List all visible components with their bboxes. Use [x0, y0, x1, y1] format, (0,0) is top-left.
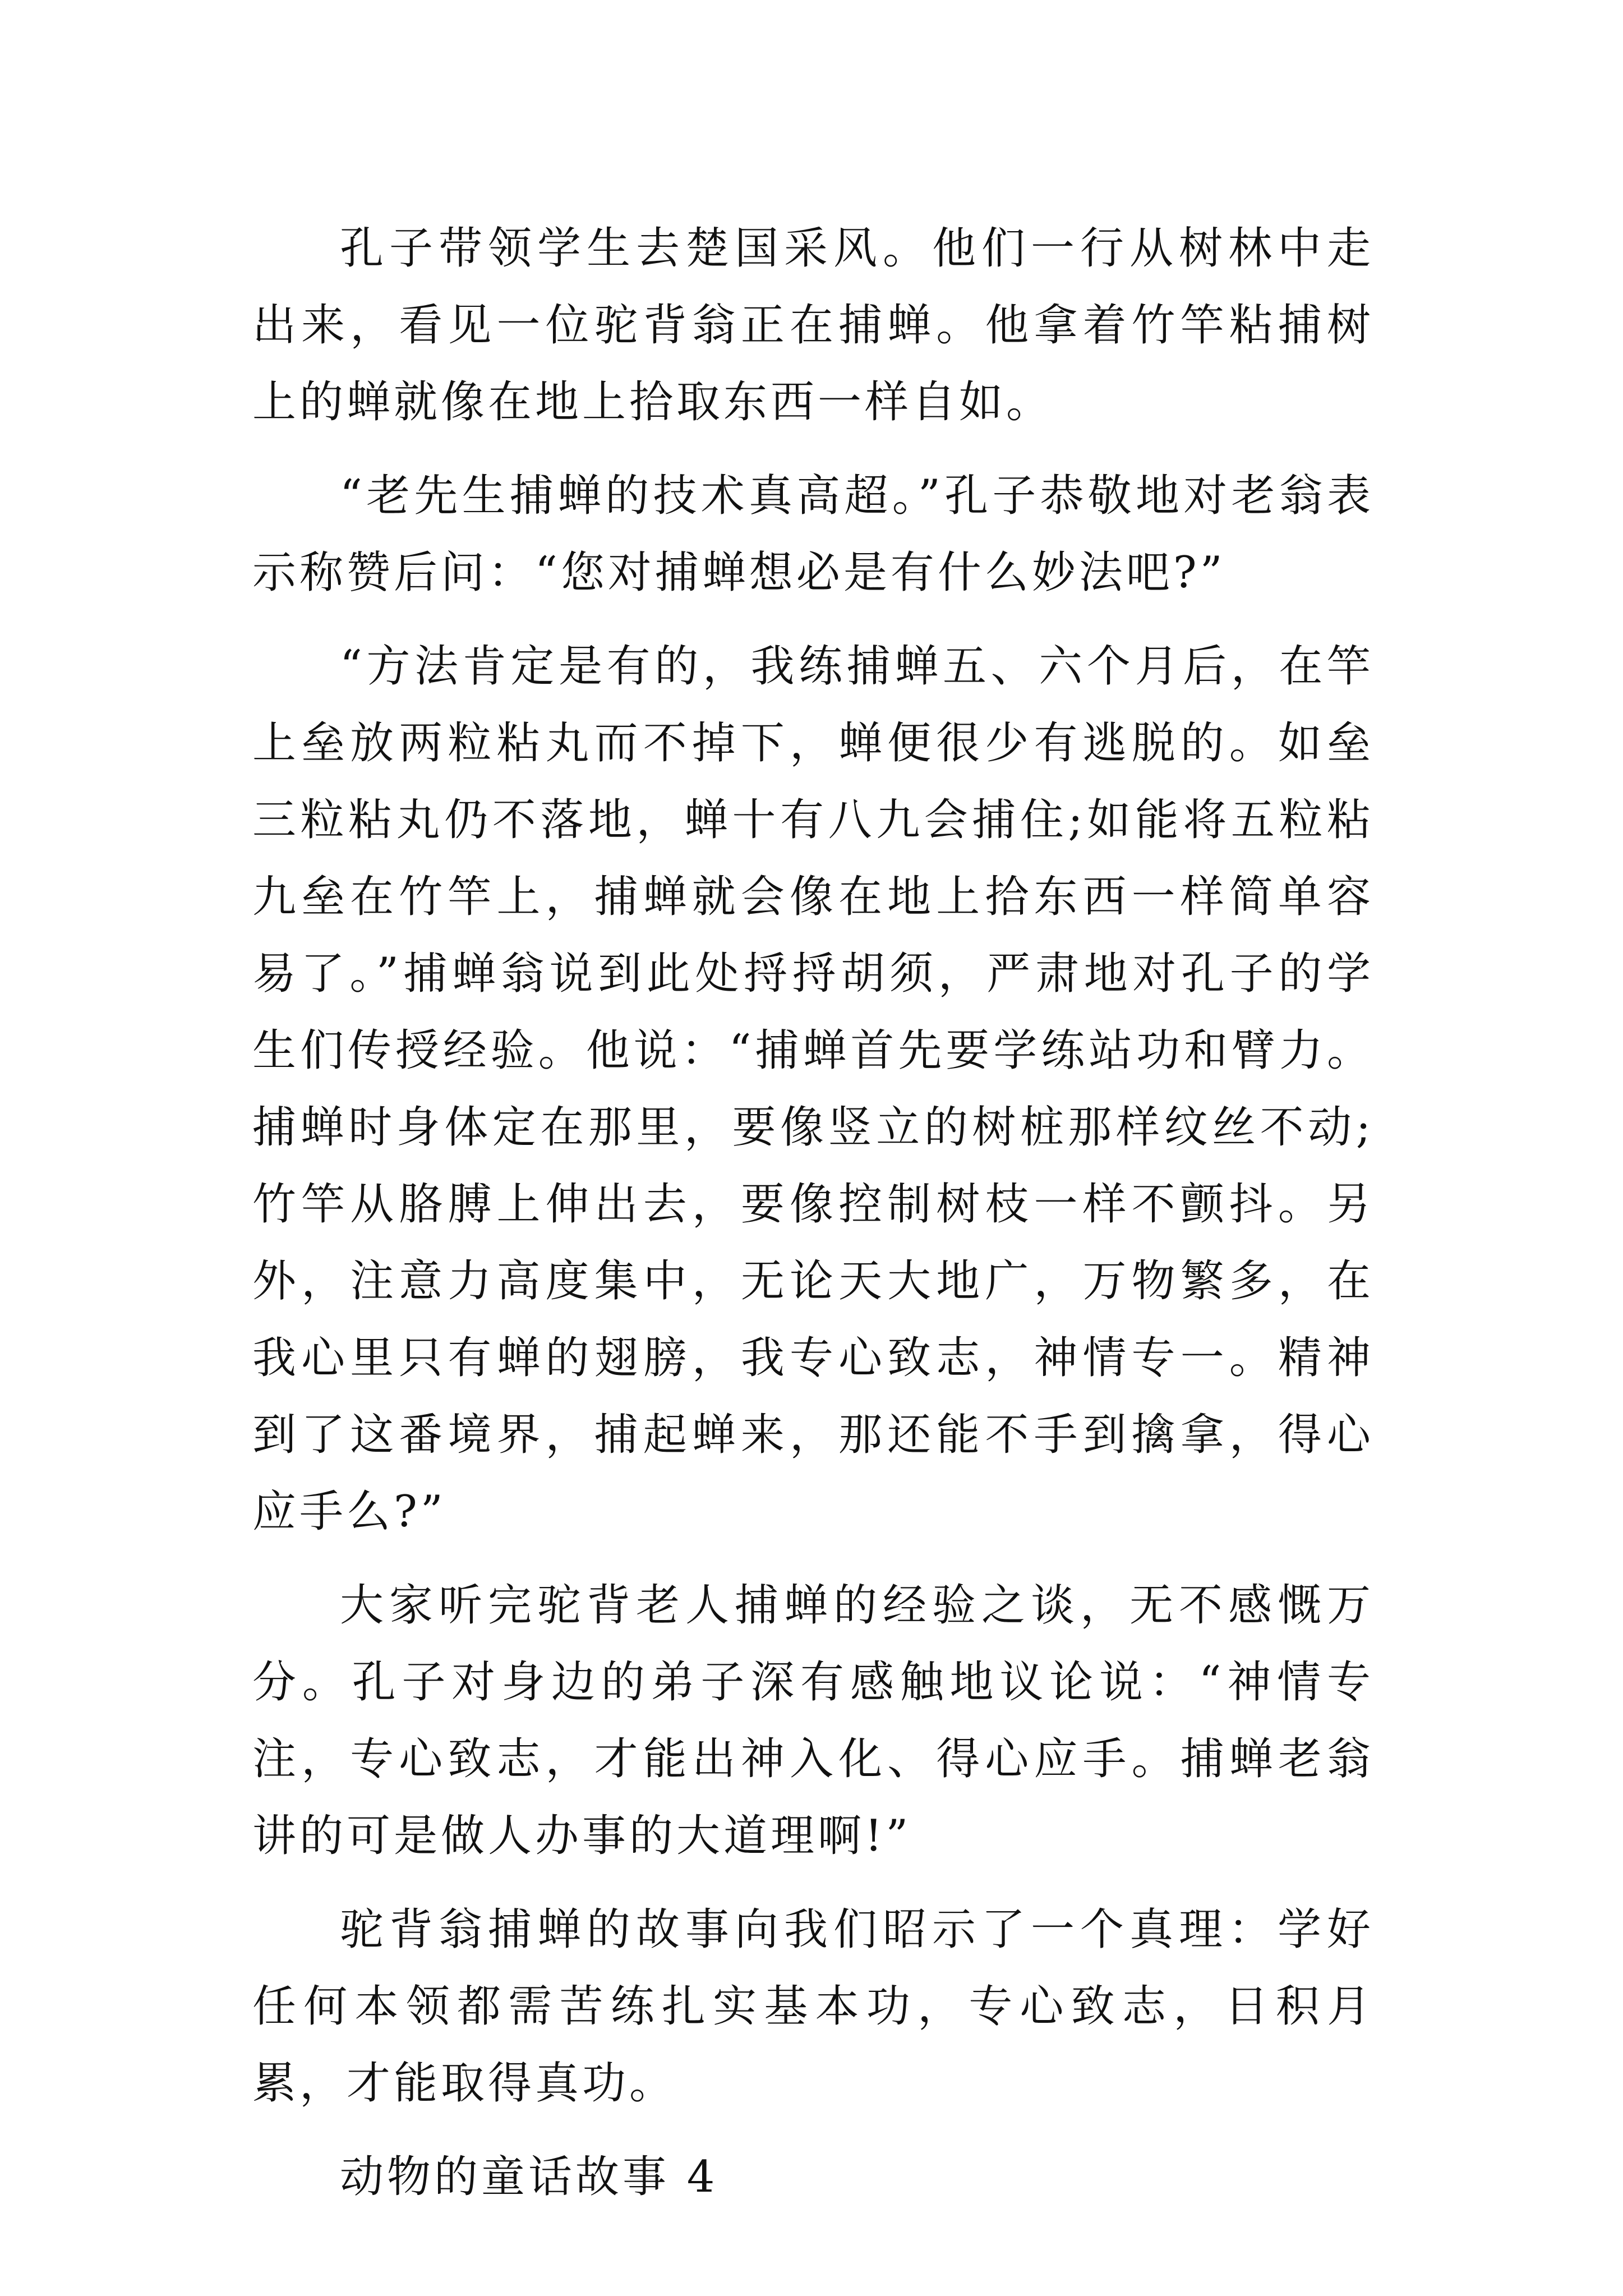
document-body [252, 210, 1374, 2233]
paragraph-1: 孔子带领学生去楚国采风。他们一行从树林中走出来，看见一位驼背翁正在捕蝉。他拿着竹竿粘捕树上的蝉就像在地上拾取东西一样自如。 [252, 223, 1374, 427]
paragraph-4: 大家听完驼背老人捕蝉的经验之谈，无不感慨万分。孔子对身边的弟子深有感触地议论说：“神情专注，专心致志，才能出神入化、得心应手。捕蝉老翁讲的可是做人办事的大道理啊!” [252, 1580, 1374, 1861]
paragraph-3: “方法肯定是有的，我练捕蝉五、六个月后，在竿上垒放两粒粘丸而不掉下，蝉便很少有逃脱的。如垒三粒粘丸仍不落地，蝉十有八九会捕住;如能将五粒粘九垒在竹竿上，捕蝉就会像在地上拾东西一样简单容易了。”捕蝉翁说到此处捋捋胡须，严肃地对孔子的学生们传授经验。他说：“捕蝉首先要学练站功和臂力。捕蝉时身体定在那里，要像竖立的树桩那样纹丝不动;竹竿从胳膊上伸出去，要像控制树枝一样不颤抖。另外，注意力高度集中，无论天大地广，万物繁多，在我心里只有蝉的翅膀，我专心致志，神情专一。精神到了这番境界，捕起蝉来，那还能不手到擒拿，得心应手么?” [252, 641, 1374, 1537]
paragraph-5: 驼背翁捕蝉的故事向我们昭示了一个真理：学好任何本领都需苦练扎实基本功，专心致志，日积月累，才能取得真功。 [252, 1904, 1374, 2109]
paragraph-2: “老先生捕蝉的技术真高超。”孔子恭敬地对老翁表示称赞后问：“您对捕蝉想必是有什么妙法吧?” [252, 471, 1374, 598]
section-heading: 动物的童话故事 4 [340, 2152, 718, 2202]
